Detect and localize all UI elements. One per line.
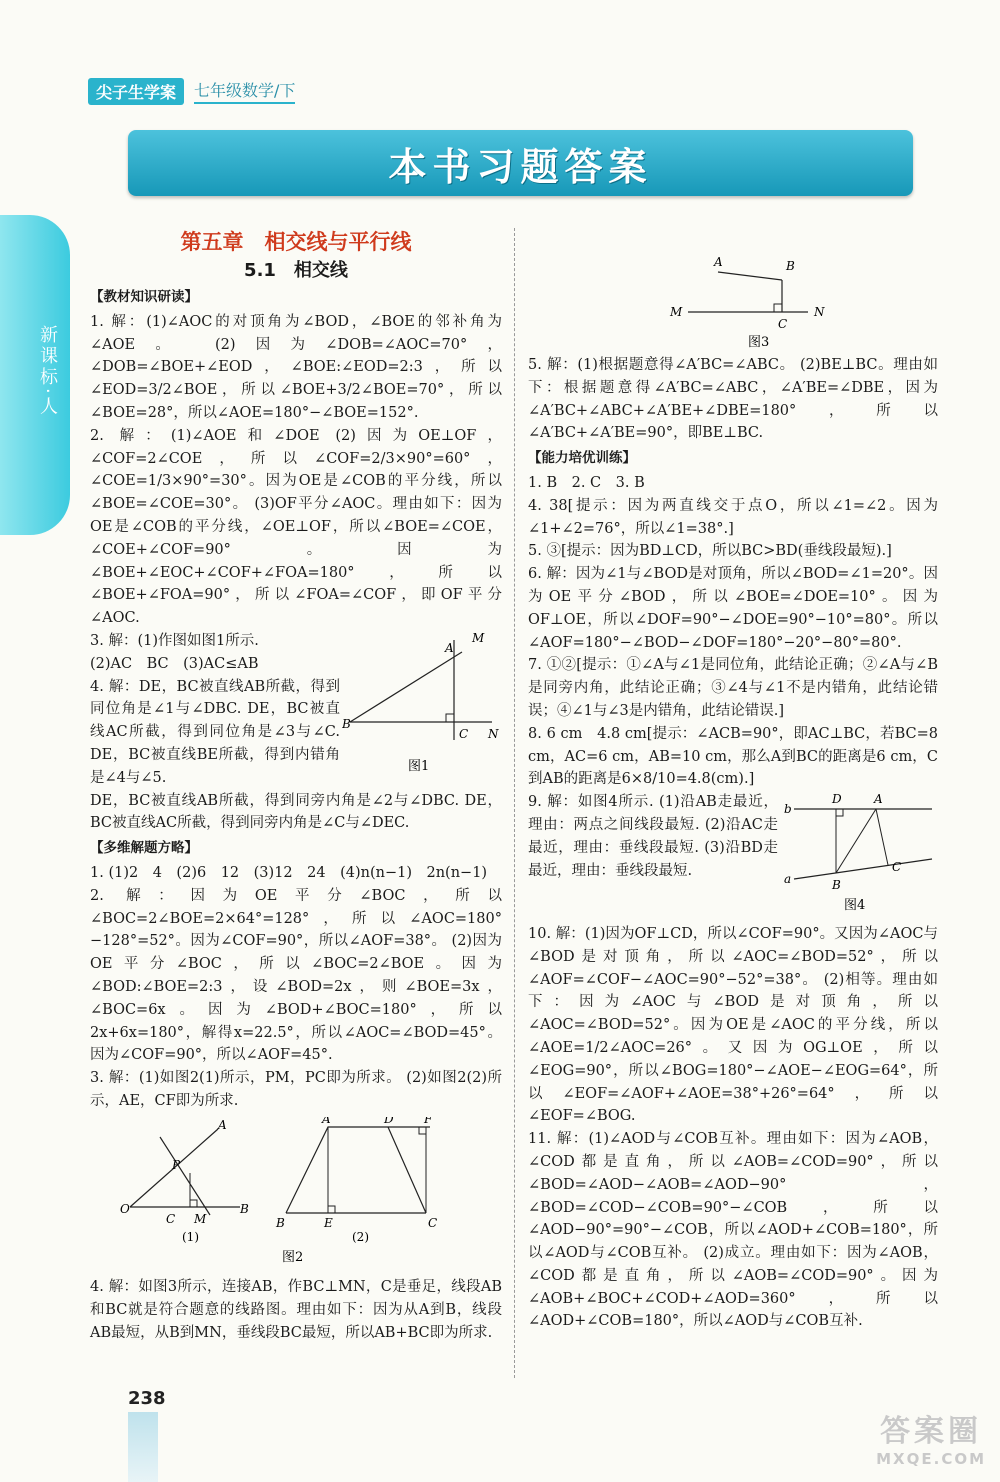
fig2a-label: M	[194, 1211, 207, 1226]
watermark-title: 答案圈	[880, 1414, 983, 1449]
fig2a-label: C	[166, 1211, 176, 1226]
figure-4	[782, 791, 938, 923]
column-divider	[514, 228, 515, 1378]
title-banner	[128, 130, 913, 196]
fig2a-label: O	[120, 1201, 130, 1216]
figure-subcaption: (2)	[352, 1229, 369, 1244]
answer-item: 3. 解：(1)作图如图1所示.	[90, 632, 259, 649]
fig1-label: M	[472, 630, 485, 645]
page-title: 本书习题答案	[388, 144, 653, 189]
answer-item: 4. 解：DE，BC被直线AB所截，得到同位角是∠1与∠DBC. DE，BC被直线AC所截，得到同位角是∠3与∠C. DE，BC被直线BE所截，得到内错角是∠4与∠5.	[90, 678, 340, 786]
fig2a-label: B	[240, 1201, 249, 1216]
figure-3	[528, 232, 938, 350]
fig2b-label: F	[424, 1116, 433, 1126]
figure-caption: 图2	[282, 1249, 304, 1265]
fig3-label: A	[714, 255, 723, 269]
brand-header	[88, 78, 295, 104]
answer-item: 7. ①②[提示：①∠A与∠1是同位角，此结论正确；②∠A与∠B是同旁内角，此结论正确；③∠4与∠1不是内错角，此结论错误；④∠1与∠3是内错角，此结论错误.]	[528, 657, 938, 719]
answer-item: 11. 解：(1)∠AOD与∠COB互补。理由如下：因为∠AOB，∠COD都是直角，所以∠AOB=∠COD=90°，所以∠BOD=∠AOD−∠AOB=∠AOD−90°，∠BOD=∠COD−∠COB=90°−∠COB，所以∠AOD−90°=90°−∠COB，所以∠AOD+∠COB=180°，所以∠AOD与∠COB互补。 (2)成立。理由如下：因为∠AOB，∠COD都是直角，所以∠AOB=∠COD=90°。因为∠AOB+∠BOC+∠COD+∠AOD=360°，所以∠AOD+∠COB=180°，所以∠AOD与∠COB互补.	[528, 1131, 938, 1330]
answer-item: 2. 解：因为OE平分∠BOC，所以∠BOC=2∠BOE=2×64°=128°，所以∠AOC=180°−128°=52°。因为∠COF=90°，所以∠AOF=38°。 (2)因为OE平分∠BOC，所以∠BOC=2∠BOE。因为∠BOD:∠BOE=2:3，设∠BOD=2x，则∠BOE=3x，∠BOC=6x。因为∠BOD+∠BOC=180°，所以2x+6x=180°，解得x=22.5°，所以∠AOC=∠BOD=45°。因为∠COF=90°，所以∠AOF=45°.	[90, 887, 502, 1064]
fig3-label: C	[778, 317, 788, 331]
fig4-label: B	[832, 878, 841, 893]
answer-item: 6. 解：因为∠1与∠BOD是对顶角，所以∠BOD=∠1=20°。因为OE平分∠BOD，所以∠BOE=∠DOE=10°。因为OF⊥OE，所以∠DOF=90°−∠DOE=90°−10°=80°。所以∠AOF=180°−∠BOD−∠DOF=180°−20°−80°=80°.	[528, 566, 938, 651]
answer-item: 1. B 2. C 3. B	[528, 474, 645, 491]
figure-2	[90, 1117, 502, 1273]
fig4-label: A	[874, 792, 883, 807]
fig4-label: b	[784, 802, 792, 817]
figure-caption: 图1	[408, 758, 430, 774]
page-number: 238	[128, 1388, 166, 1409]
fig2b-label: C	[428, 1215, 438, 1230]
answer-item: 4. 38[提示：因为两直线交于点O，所以∠1=∠2。因为∠1+∠2=76°，所以∠1=38°.]	[528, 497, 938, 537]
right-column	[528, 228, 938, 1333]
fig3-label: M	[670, 305, 683, 319]
answer-item: 9. 解：如图4所示. (1)沿AB走最近，理由：两点之间线段最短. (2)沿AC走最近，理由：垂线段最短. (3)沿BD走最近，理由：垂线段最短.	[528, 794, 778, 879]
chapter-title: 第五章 相交线与平行线	[180, 230, 412, 254]
left-column	[90, 228, 502, 1345]
watermark-url: MXQE.COM	[876, 1450, 986, 1468]
fig1-label: B	[342, 716, 351, 731]
answer-item: 2. 解：(1)∠AOE和∠DOE (2)因为OE⊥OF，∠COF=2∠COE，所以∠COF=2/3×90°=60°，∠COE=1/3×90°=30°。因为OE是∠COB的平分线，所以∠BOE=∠COE=30°。 (3)OF平分∠AOC。理由如下：因为OE是∠COB的平分线，∠OE⊥OF，所以∠BOE=∠COE，∠COE+∠COF=90°。因为∠BOE+∠EOC+∠COF+∠FOA=180°，所以∠BOE+∠FOA=90°，所以∠FOA=∠COF，即OF平分∠AOC.	[90, 427, 502, 627]
answer-item: 1. 解：(1)∠AOC的对顶角为∠BOD，∠BOE的邻补角为∠AOE。 (2)因为∠DOB=∠AOC=70°，∠DOB=∠BOE+∠EOD，∠BOE:∠EOD=2:3，所以∠EOD=3/2∠BOE，所以∠BOE+3/2∠BOE=70°，所以∠BOE=28°，所以∠AOE=180°−∠BOE=152°.	[90, 313, 502, 421]
side-tab	[0, 215, 70, 535]
answer-item: 5. 解：(1)根据题意得∠A′BC=∠ABC。 (2)BE⊥BC。理由如下：根据题意得∠A′BC=∠ABC，∠A′BE=∠DBE，因为∠A′BC+∠ABC+∠A′BE+∠DBE=180°，所以∠A′BC+∠A′BE=90°，即BE⊥BC.	[528, 357, 938, 442]
figure-subcaption: (1)	[182, 1229, 199, 1244]
answer-item: 1. (1)2 4 (2)6 12 (3)12 24 (4)n(n−1) 2n(n−1)	[90, 864, 488, 881]
fig2b-label: B	[276, 1215, 285, 1230]
side-tab-label: 新课标·人	[37, 325, 58, 418]
section-header: 【教材知识研读】	[90, 289, 198, 305]
fig1-label: N	[488, 726, 499, 741]
figure-caption: 图4	[844, 898, 866, 914]
fig3-label: B	[786, 259, 795, 273]
fig4-label: a	[784, 872, 792, 887]
fig4-label: C	[892, 860, 902, 875]
answer-item: DE，BC被直线AB所截，得到同旁内角是∠2与∠DBC. DE，BC被直线AC所截，得到同旁内角是∠C与∠DEC.	[90, 792, 502, 832]
answer-item: 10. 解：(1)因为OF⊥CD，所以∠COF=90°。又因为∠AOC与∠BOD是对顶角，所以∠AOC=∠BOD=52°，所以∠AOF=∠COF−∠AOC=90°−52°=38°。 (2)相等。理由如下：因为∠AOC与∠BOD是对顶角，所以∠AOC=∠BOD=52°。因为OE是∠AOC的平分线，所以∠AOE=1/2∠AOC=26°。又因为OG⊥OE，所以∠EOG=90°，所以∠BOG=180°−∠AOE−∠EOG=64°，所以∠EOF=∠AOF+∠AOE=38°+26°=64°，所以∠EOF=∠BOG.	[528, 925, 938, 1125]
section-header: 【多维解题方略】	[90, 840, 198, 857]
answer-item: 3. 解：(1)如图2(1)所示，PM，PC即为所求。 (2)如图2(2)所示，AE，CF即为所求.	[90, 1070, 502, 1109]
fig4-label: D	[832, 792, 842, 807]
fig1-label: A	[445, 640, 454, 655]
brand-subject: 七年级数学/下	[194, 78, 295, 104]
answer-item: 5. ③[提示：因为BD⊥CD，所以BC>BD(垂线段最短).]	[528, 543, 892, 560]
fig1-label: C	[459, 726, 469, 741]
brand-series: 尖子生学案	[88, 78, 184, 105]
watermark	[876, 1406, 986, 1468]
figure-1	[342, 630, 502, 790]
section-title: 5.1 相交线	[244, 260, 348, 281]
fig2a-label: A	[218, 1117, 227, 1132]
fig2b-label: A	[322, 1116, 331, 1126]
fig2a-label: P	[172, 1157, 181, 1172]
fig2b-label: D	[384, 1116, 394, 1126]
fig3-label: N	[814, 305, 825, 319]
answer-item: (2)AC BC (3)AC≤AB	[90, 655, 259, 672]
page-number-bar	[128, 1412, 158, 1482]
fig2b-label: E	[324, 1215, 333, 1230]
section-header: 【能力培优训练】	[528, 450, 636, 467]
answer-item: 4. 解：如图3所示，连接AB，作BC⊥MN，C是垂足，线段AB和BC就是符合题意的线路图。理由如下：因为从A到B，线段AB最短，从B到MN，垂线段BC最短，所以AB+BC即为所求.	[90, 1279, 502, 1342]
figure-caption: 图3	[748, 335, 770, 350]
answer-item: 8. 6 cm 4.8 cm[提示：∠ACB=90°，即AC⊥BC，若BC=8 cm，AC=6 cm，AB=10 cm，那么A到BC的距离是6 cm，C到AB的距离是6×8/10=4.8(cm).]	[528, 725, 938, 788]
